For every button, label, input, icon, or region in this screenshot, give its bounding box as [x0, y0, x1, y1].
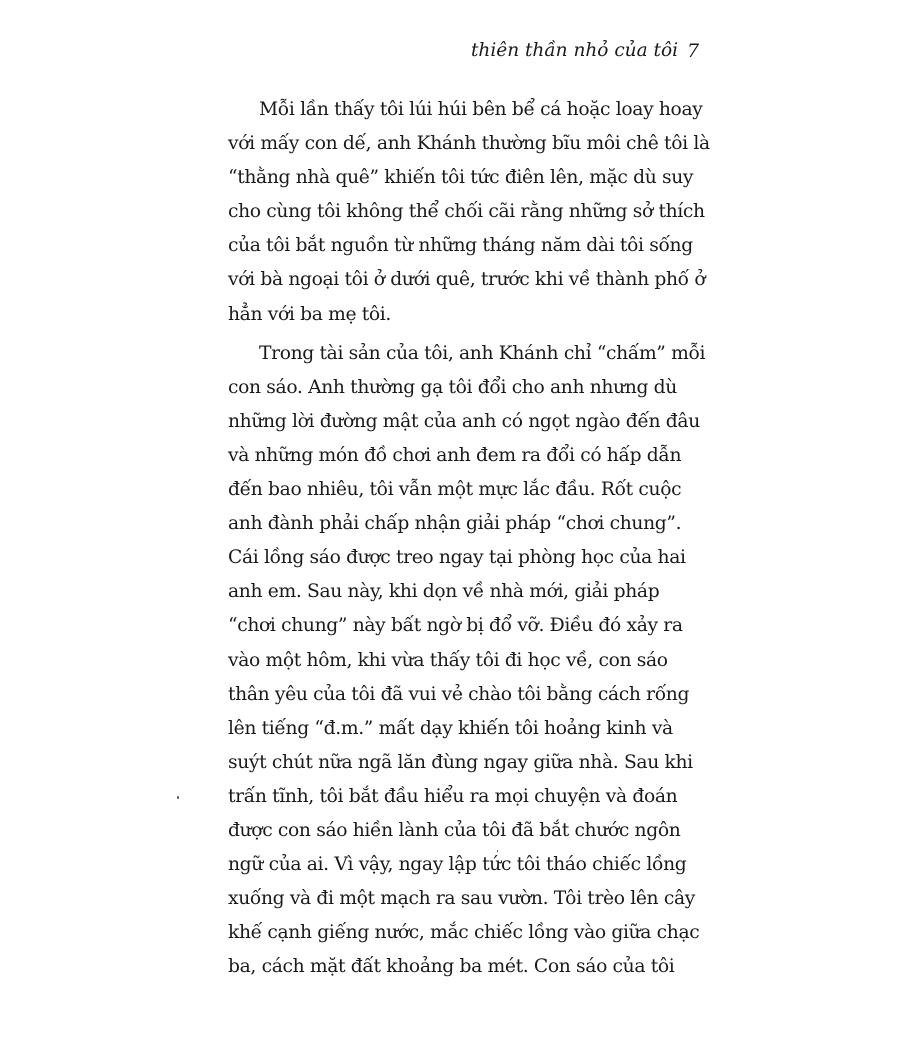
scan-speck	[497, 850, 498, 852]
text-line: hẳn với ba mẹ tôi.	[228, 303, 392, 325]
text-line: “thằng nhà quê” khiến tôi tức điên lên, mặc dù suy	[228, 167, 694, 189]
page-number: 7	[687, 40, 700, 62]
text-line: con sáo. Anh thường gạ tôi đổi cho anh nhưng dù	[228, 376, 677, 398]
text-line: ba, cách mặt đất khoảng ba mét. Con sáo của tôi	[228, 956, 675, 978]
text-line: được con sáo hiền lành của tôi đã bắt chước ngôn	[228, 819, 681, 841]
text-line: đến bao nhiêu, tôi vẫn một mực lắc đầu. Rốt cuộc	[228, 479, 682, 501]
body-text	[228, 93, 710, 1053]
scan-speck	[177, 796, 179, 799]
text-line: Cái lồng sáo được treo ngay tại phòng học của hai	[228, 547, 686, 569]
text-line: ngữ của ai. Vì vậy, ngay lập tức tôi tháo chiếc lồng	[228, 854, 687, 876]
text-line: với bà ngoại tôi ở dưới quê, trước khi về thành phố ở	[228, 269, 706, 291]
text-line: cho cùng tôi không thể chối cãi rằng những sở thích	[228, 201, 705, 223]
text-line: anh em. Sau này, khi dọn về nhà mới, giải pháp	[228, 581, 660, 603]
text-line: vào một hôm, khi vừa thấy tôi đi học về, con sáo	[228, 649, 668, 671]
text-line: của tôi bắt nguồn từ những tháng năm dài tôi sống	[228, 235, 693, 257]
text-line: thân yêu của tôi đã vui vẻ chào tôi bằng cách rống	[228, 683, 690, 705]
text-line	[228, 984, 688, 1018]
text-line: trấn tĩnh, tôi bắt đầu hiểu ra mọi chuyện và đoán	[228, 785, 678, 807]
paragraph-1	[228, 93, 710, 332]
text-line: với mấy con dế, anh Khánh thường bĩu môi chê tôi là	[228, 133, 710, 155]
paragraph-2	[228, 337, 706, 1053]
text-line: và những món đồ chơi anh đem ra đổi có hấp dẫn	[228, 444, 682, 466]
text-line: anh đành phải chấp nhận giải pháp “chơi chung”.	[228, 513, 682, 535]
text-line: Trong tài sản của tôi, anh Khánh chỉ “chấm” mỗi	[259, 342, 706, 364]
text-line: khế cạnh giếng nước, mắc chiếc lồng vào giữa chạc	[228, 922, 700, 944]
running-header-title: thiên thần nhỏ của tôi	[470, 40, 678, 61]
text-line: những lời đường mật của anh có ngọt ngào đến đâu	[228, 410, 700, 432]
text-line: Mỗi lần thấy tôi lúi húi bên bể cá hoặc loay hoay	[259, 99, 703, 120]
text-line: “chơi chung” này bất ngờ bị đổ vỡ. Điều đó xảy ra	[228, 615, 683, 637]
text-line: xuống và đi một mạch ra sau vườn. Tôi trèo lên cây	[228, 888, 695, 910]
text-line	[228, 1019, 688, 1053]
text-line: suýt chút nữa ngã lăn đùng ngay giữa nhà. Sau khi	[228, 751, 693, 773]
text-line: lên tiếng “đ.m.” mất dạy khiến tôi hoảng kinh và	[228, 717, 673, 739]
